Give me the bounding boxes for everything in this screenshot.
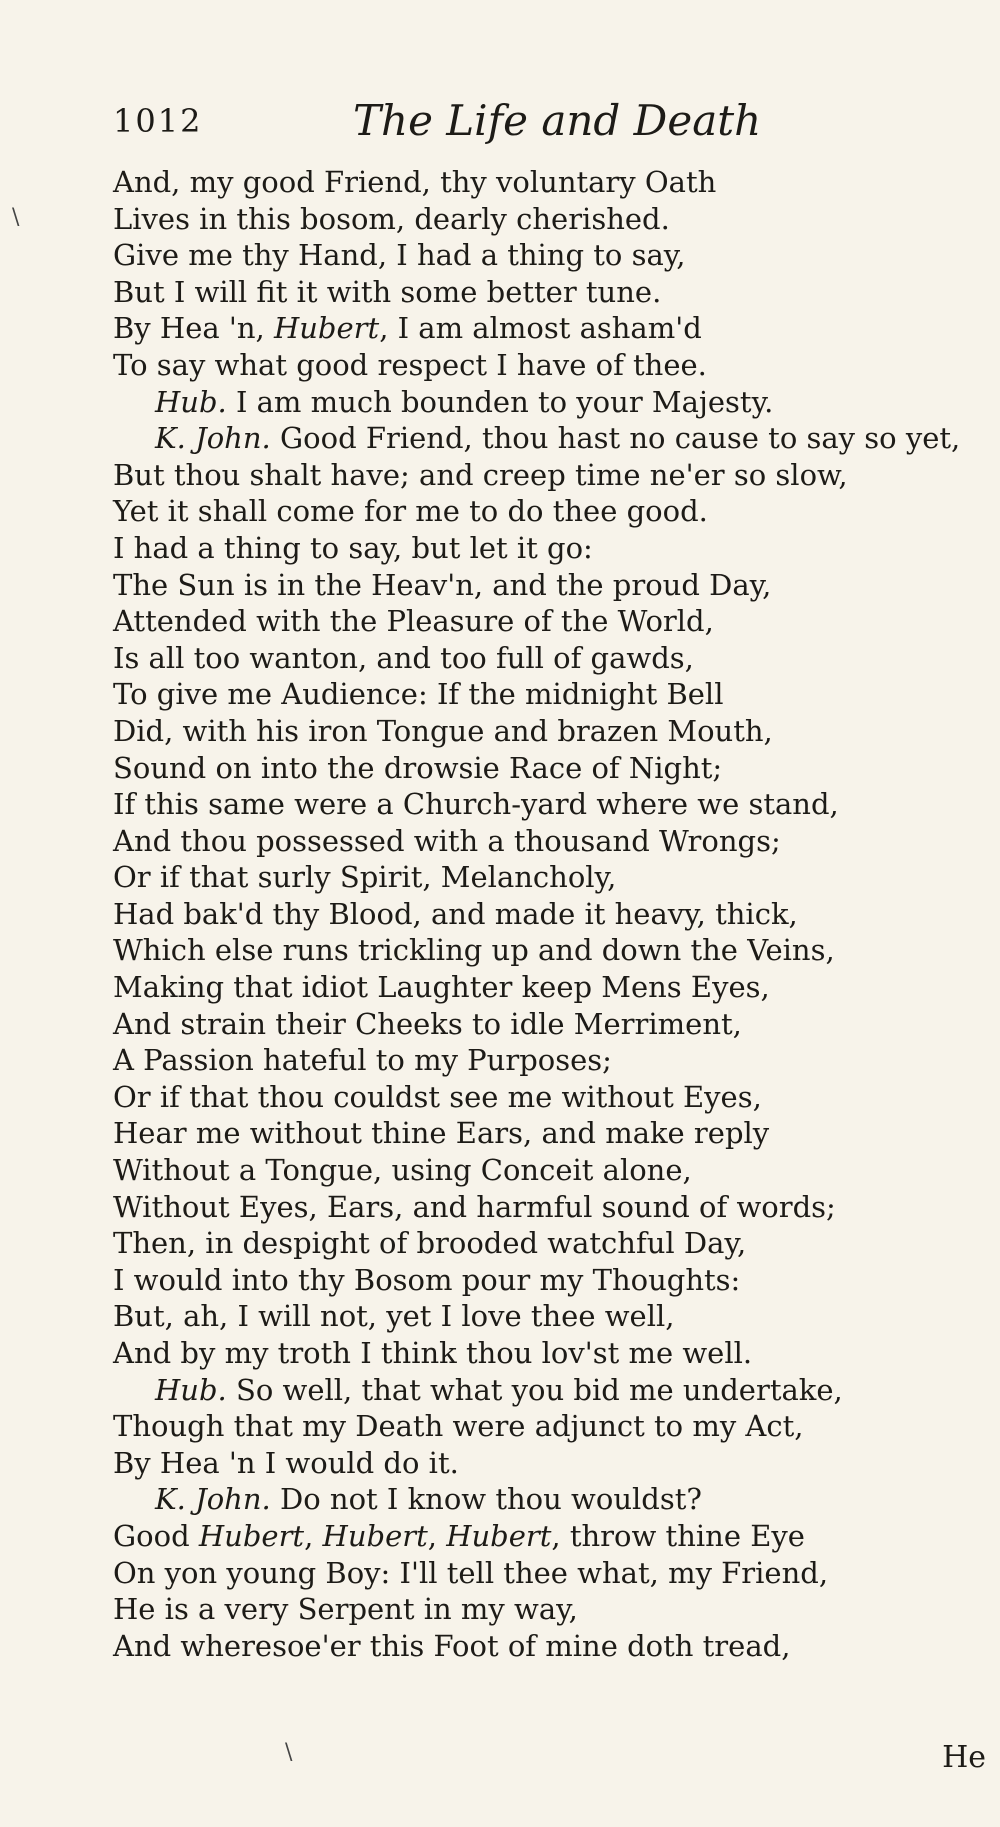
verse-line bbox=[0, 1152, 1000, 1189]
verse-line bbox=[0, 896, 1000, 933]
verse-fragment: I would into thy Bosom pour my Thoughts: bbox=[113, 1262, 741, 1297]
verse-line bbox=[0, 237, 1000, 274]
verse-line bbox=[0, 1262, 1000, 1299]
verse-line bbox=[0, 1591, 1000, 1628]
verse-line bbox=[0, 823, 1000, 860]
verse-line bbox=[0, 1115, 1000, 1152]
verse-fragment: , I am almost asham'd bbox=[379, 311, 702, 346]
verse-line bbox=[0, 493, 1000, 530]
verse-line bbox=[0, 164, 1000, 201]
italic-name: K. John. bbox=[155, 421, 271, 456]
verse-fragment: Then, in despight of brooded watchful Day, bbox=[113, 1226, 747, 1261]
verse-fragment: Which else runs trickling up and down the Veins, bbox=[113, 933, 835, 968]
verse-fragment: Without a Tongue, using Conceit alone, bbox=[113, 1153, 692, 1188]
margin-mark: \ bbox=[12, 205, 20, 230]
margin-mark: \ bbox=[285, 1740, 293, 1765]
verse-line bbox=[0, 1628, 1000, 1665]
verse-fragment: But I will fit it with some better tune. bbox=[113, 274, 662, 309]
verse-fragment: Is all too wanton, and too full of gawds, bbox=[113, 640, 694, 675]
verse-line bbox=[0, 676, 1000, 713]
verse-line bbox=[0, 640, 1000, 677]
verse-line bbox=[0, 1225, 1000, 1262]
verse-line bbox=[0, 1408, 1000, 1445]
page-header bbox=[113, 96, 960, 156]
verse-line bbox=[0, 1518, 1000, 1555]
verse-fragment: Sound on into the drowsie Race of Night; bbox=[113, 750, 723, 785]
verse-line bbox=[0, 530, 1000, 567]
verse-fragment: Or if that surly Spirit, Melancholy, bbox=[113, 860, 617, 895]
verse-fragment: And wheresoe'er this Foot of mine doth tread, bbox=[113, 1628, 791, 1663]
verse-line bbox=[0, 1189, 1000, 1226]
verse-line bbox=[0, 457, 1000, 494]
verse-line bbox=[0, 1079, 1000, 1116]
verse-fragment: Hear me without thine Ears, and make reply bbox=[113, 1116, 770, 1151]
verse-fragment: On yon young Boy: I'll tell thee what, my Friend, bbox=[113, 1555, 829, 1590]
verse-fragment: By Hea 'n I would do it. bbox=[113, 1445, 459, 1480]
verse-fragment: And strain their Cheeks to idle Merriment, bbox=[113, 1006, 742, 1041]
italic-name: Hubert bbox=[322, 1518, 428, 1553]
verse-fragment: , throw thine Eye bbox=[551, 1518, 805, 1553]
verse-fragment: Lives in this bosom, dearly cherished. bbox=[113, 201, 670, 236]
italic-name: Hubert bbox=[273, 311, 380, 346]
verse-fragment: So well, that what you bid me undertake, bbox=[226, 1372, 843, 1407]
verse-line bbox=[0, 384, 1000, 421]
verse-fragment: The Sun is in the Heav'n, and the proud Day, bbox=[113, 567, 772, 602]
verse-fragment: And, my good Friend, thy voluntary Oath bbox=[113, 165, 717, 199]
verse-fragment: Give me thy Hand, I had a thing to say, bbox=[113, 238, 686, 273]
verse-fragment: I had a thing to say, but let it go: bbox=[113, 530, 593, 565]
verse-line bbox=[0, 274, 1000, 311]
verse-fragment: He is a very Serpent in my way, bbox=[113, 1592, 578, 1627]
verse-fragment: , bbox=[304, 1518, 323, 1553]
verse-fragment: Do not I know thou wouldst? bbox=[270, 1482, 702, 1517]
verse-fragment: Though that my Death were adjunct to my Act, bbox=[113, 1409, 804, 1444]
running-title: The Life and Death bbox=[353, 96, 762, 145]
verse-fragment: Attended with the Pleasure of the World, bbox=[113, 604, 714, 639]
verse-fragment: Did, with his iron Tongue and brazen Mouth, bbox=[113, 713, 773, 748]
verse-fragment: Or if that thou couldst see me without Eyes, bbox=[113, 1079, 762, 1114]
verse-line bbox=[0, 932, 1000, 969]
verse-line bbox=[0, 859, 1000, 896]
verse-fragment: And by my troth I think thou lov'st me well. bbox=[113, 1336, 753, 1370]
verse-fragment: I am much bounden to your Majesty. bbox=[226, 384, 774, 419]
verse-fragment: Had bak'd thy Blood, and made it heavy, thick, bbox=[113, 896, 798, 931]
italic-name: Hubert bbox=[446, 1518, 552, 1553]
verse-line bbox=[0, 1372, 1000, 1409]
catchword: He bbox=[942, 1740, 986, 1775]
verse-line bbox=[0, 713, 1000, 750]
verse-line bbox=[0, 1042, 1000, 1079]
verse-fragment: Without Eyes, Ears, and harmful sound of words; bbox=[113, 1189, 836, 1224]
verse-line bbox=[0, 1006, 1000, 1043]
verse-line bbox=[0, 1481, 1000, 1518]
verse-line bbox=[0, 786, 1000, 823]
verse-fragment: And thou possessed with a thousand Wrongs; bbox=[113, 823, 781, 858]
verse-fragment: A Passion hateful to my Purposes; bbox=[113, 1043, 612, 1078]
verse-line bbox=[0, 567, 1000, 604]
verse-line bbox=[0, 201, 1000, 238]
verse-line bbox=[0, 1298, 1000, 1335]
verse-text bbox=[0, 164, 1000, 1664]
italic-name: K. John. bbox=[155, 1482, 271, 1517]
verse-line bbox=[0, 603, 1000, 640]
verse-fragment: Making that idiot Laughter keep Mens Eyes, bbox=[113, 970, 770, 1005]
verse-fragment: To say what good respect I have of thee. bbox=[113, 347, 707, 382]
italic-name: Hub. bbox=[155, 384, 227, 419]
verse-fragment: But, ah, I will not, yet I love thee well, bbox=[113, 1299, 675, 1334]
verse-fragment: If this same were a Church-yard where we stand, bbox=[113, 787, 839, 822]
verse-line bbox=[0, 1555, 1000, 1592]
verse-fragment: Yet it shall come for me to do thee good. bbox=[113, 494, 708, 529]
verse-line bbox=[0, 1335, 1000, 1372]
verse-fragment: But thou shalt have; and creep time ne'er so slow, bbox=[113, 457, 848, 492]
verse-fragment: To give me Audience: If the midnight Bell bbox=[113, 677, 724, 712]
verse-line bbox=[0, 969, 1000, 1006]
verse-line bbox=[0, 310, 1000, 347]
verse-line bbox=[0, 1445, 1000, 1482]
page-number: 1012 bbox=[113, 102, 203, 140]
verse-line bbox=[0, 347, 1000, 384]
verse-fragment: Good bbox=[113, 1518, 199, 1553]
verse-line bbox=[0, 750, 1000, 787]
verse-line bbox=[0, 420, 1000, 457]
italic-name: Hub. bbox=[155, 1372, 227, 1407]
verse-fragment: By Hea 'n, bbox=[113, 311, 274, 346]
verse-fragment: Good Friend, thou hast no cause to say so yet, bbox=[270, 421, 961, 456]
italic-name: Hubert bbox=[198, 1518, 305, 1553]
verse-fragment: , bbox=[427, 1518, 447, 1553]
